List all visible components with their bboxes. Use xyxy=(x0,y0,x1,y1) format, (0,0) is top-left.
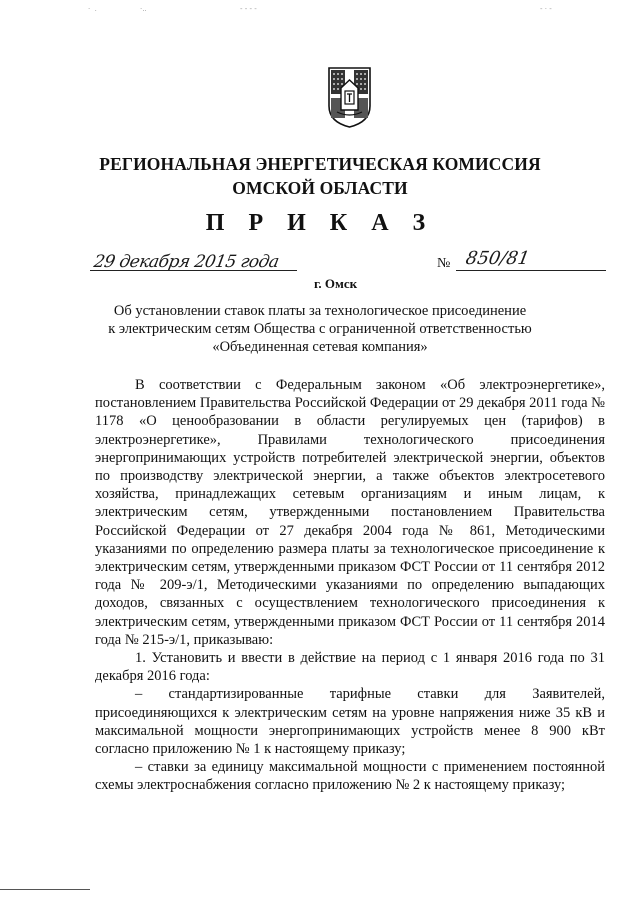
order-body xyxy=(95,376,605,795)
clause-1-item-standard-rates: – стандартизированные тарифные ставки для Заявителей, присоединяющихся к электрическим сетям на уровне напряжения ниже 35 кВ и максимальной мощности энергопринимающих устройств менее 8 900 кВт согласно приложению № 1 к настоящему приказу; xyxy=(95,686,605,758)
clause-1-item-capacity-rates: – ставки за единицу максимальной мощности с применением постоянной схемы электроснабжения согласно приложению № 2 к настоящему приказу; xyxy=(95,759,605,794)
subject-line-1: Об установлении ставок платы за технологическое присоединение xyxy=(113,303,527,319)
scan-artifact: · . xyxy=(88,5,97,13)
scan-artifact: - · - xyxy=(540,5,552,13)
scan-artifact: ·.. xyxy=(140,5,147,13)
date-underline xyxy=(90,270,297,271)
number-underline xyxy=(456,270,606,271)
scan-artifact: - - - - xyxy=(240,5,257,13)
organization-name-line-1: РЕГИОНАЛЬНАЯ ЭНЕРГЕТИЧЕСКАЯ КОМИССИЯ xyxy=(99,154,541,174)
preamble-paragraph: В соответствии с Федеральным законом «Об электроэнергетике», постановлением Правительства Российской Федерации от 29 декабря 2011 года № 1178 «О ценообразовании в области регулируемых цен (тарифов) в электроэнергетике», Правилами технологического присоединения энергопринимающих устройств потребителей электрической энергии, объектов по производству электрической энергии, а также объектов электросетевого хозяйства, принадлежащих сетевым организациям и иным лицам, к электрическим сетям, утвержденными постановлением Правительства Российской Федерации от 27 декабря 2004 года № 861, Методическими указаниями по определению размера платы за технологическое присоединение к электрическим сетям, утвержденными приказом ФСТ России от 11 сентября 2012 года № 209-э/1, Методическими указаниями по определению выпадающих доходов, связанных с осуществлением технологического присоединения к электрическим сетям, утвержденными приказом ФСТ России от 11 сентября 2014 года № 215-э/1, приказываю: xyxy=(95,377,605,648)
organization-name-line-2: ОМСКОЙ ОБЛАСТИ xyxy=(232,178,408,198)
number-sign: № xyxy=(437,256,451,271)
handwritten-order-number: 850/81 xyxy=(464,248,532,269)
clause-1-paragraph: 1. Установить и ввести в действие на период с 1 января 2016 года по 31 декабря 2016 года: xyxy=(95,650,605,685)
subject-line-3: «Объединенная сетевая компания» xyxy=(212,339,428,355)
footer-rule xyxy=(0,889,90,890)
coat-of-arms-emblem xyxy=(327,66,372,128)
city-label: г. Омск xyxy=(314,276,358,291)
subject-line-2: к электрическим сетям Общества с ограниченной ответственностью xyxy=(108,321,532,337)
document-type-title: П Р И К А З xyxy=(205,210,435,236)
order-subject xyxy=(0,302,640,356)
handwritten-date: 29 декабря 2015 года xyxy=(92,252,281,272)
